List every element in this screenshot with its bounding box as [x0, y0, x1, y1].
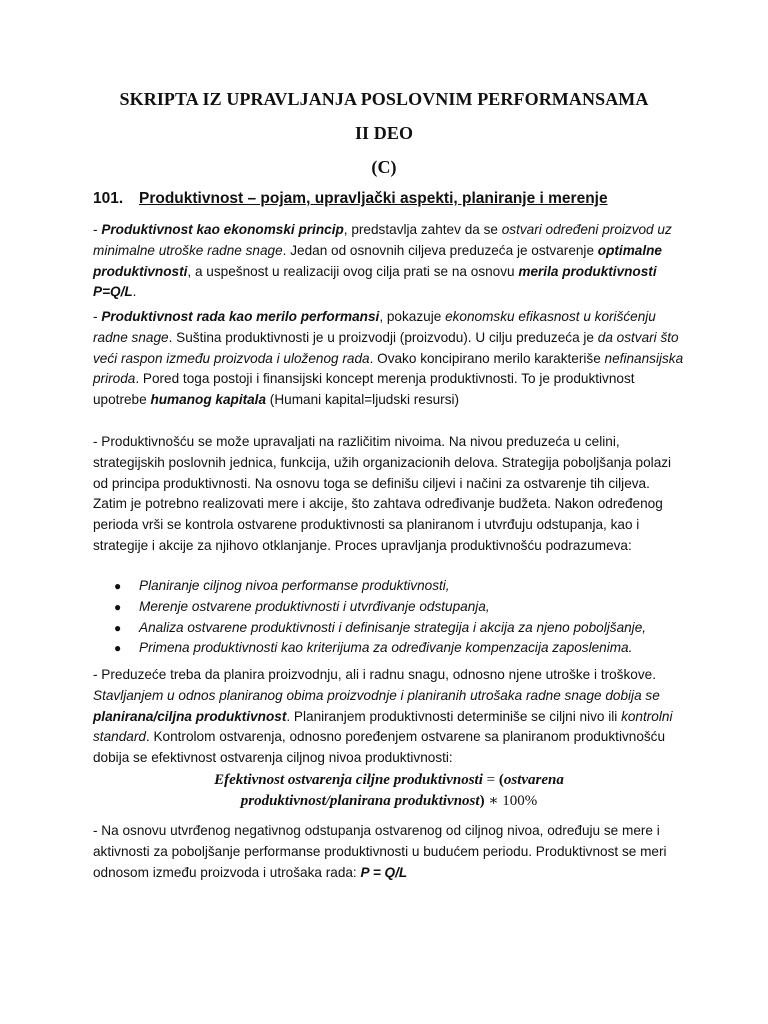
section-number: 101.	[93, 190, 124, 207]
p2-s9: (Humani kapital=ljudski resursi)	[266, 392, 460, 408]
formula-close-paren: )	[479, 793, 485, 809]
formula-rhs-1: ostvarena	[503, 772, 564, 788]
formula-multiplier: ∗ 100%	[484, 793, 538, 809]
bullet-list	[93, 576, 685, 659]
list-item-text: Planiranje ciljnog nivoa performanse produktivnosti,	[139, 578, 450, 593]
p4-s5: kontrolni standard	[93, 708, 673, 745]
p1-s1: , predstavlja zahtev da se	[343, 222, 502, 237]
p2-s6: nefinansijska priroda	[93, 350, 684, 387]
list-item	[93, 618, 685, 639]
p4-s3: planirana/ciljna produktivnost	[93, 708, 287, 724]
p1-dash: -	[93, 222, 102, 237]
p2-s7: . Pored toga postoji i finansijski koncept merenja produktivnosti. To je produktivnost upotrebe	[93, 371, 635, 408]
list-item-text: Analiza ostvarene produktivnosti i definisanje strategija i akcija za njeno poboljšanje,	[139, 619, 647, 635]
bullet-icon: ●	[114, 620, 122, 635]
bullet-icon: ●	[114, 579, 122, 593]
p1-term: Produktivnost kao ekonomski princip	[101, 222, 344, 237]
p4-s1: - Preduzeće treba da planira proizvodnju, ali i radnu snagu, odnosno njene utroške i troškove.	[93, 667, 656, 682]
paragraph-measurement	[93, 821, 685, 883]
p4-s4: . Planiranjem produktivnosti determiniše se ciljni nivo ili	[286, 708, 622, 724]
paragraph-labor-productivity	[93, 307, 685, 411]
document-part-marker: (C)	[371, 157, 397, 177]
p2-s1: , pokazuje	[379, 309, 446, 324]
p2-term: Produktivnost rada kao merilo performansi	[101, 309, 380, 324]
document-subtitle: II DEO	[354, 123, 414, 143]
p2-s2: ekonomsku efikasnost u korišćenju radne snage	[93, 309, 656, 345]
p4-s2: Stavljanjem u odnos planiranog obima proizvodnje i planiranih utrošaka radne snage dobija se	[93, 687, 660, 703]
section-heading-text: Produktivnost – pojam, upravljački aspekti, planiranje i merenje	[139, 190, 608, 207]
p2-s3: . Suština produktivnosti je u proizvodji (proizvodu). U cilju preduzeća je	[168, 329, 598, 345]
list-item	[93, 597, 685, 618]
formula-lhs: Efektivnost ostvarenja ciljne produktivnosti	[214, 772, 483, 788]
effectiveness-formula	[93, 770, 685, 812]
p5-s1: - Na osnovu utvrđenog negativnog odstupanja ostvarenog od ciljnog nivoa, određuju se mere i aktivnosti za poboljšanje performanse produktivnosti u budućem periodu. Produktivnost se meri odnosom između proizvoda i utrošaka rada:	[93, 823, 667, 880]
list-item	[93, 638, 685, 659]
bullet-icon: ●	[114, 641, 122, 656]
p2-s5: . Ovako koncipirano merilo karakteriše	[369, 350, 605, 366]
list-item	[93, 576, 685, 597]
p1-s5: , a uspešnost u realizaciji ovog cilja prati se na osnovu	[187, 263, 519, 279]
section-heading	[93, 190, 713, 208]
process-list	[93, 576, 685, 659]
paragraph-planning	[93, 665, 685, 769]
list-item-text: Merenje ostvarene produktivnosti i utvrđivanje odstupanja,	[139, 598, 490, 614]
paragraph-productivity-principle	[93, 220, 685, 303]
p1-s6: merila produktivnosti P=Q/L	[93, 263, 657, 300]
p1-s7: .	[132, 284, 137, 300]
list-item-text: Primena produktivnosti kao kriterijuma za određivanje kompenzacija zaposlenima.	[139, 640, 633, 656]
p2-s4: da ostvari što veći raspon između proizvoda i uloženog rada	[93, 329, 679, 366]
document-title: SKRIPTA IZ UPRAVLJANJA POSLOVNIM PERFORMANSAMA	[119, 89, 649, 109]
p2-dash: -	[93, 309, 102, 324]
p4-s6: . Kontrolom ostvarenja, odnosno poređenjem ostvarene sa planiranom produktivnošću dobija se efektivnost ostvarenja ciljnog nivoa produktivnosti:	[93, 729, 666, 766]
p1-s2: ostvari određeni proizvod uz minimalne utroške radne snage	[93, 222, 672, 258]
bullet-icon: ●	[114, 599, 122, 614]
p5-formula: P = Q/L	[360, 864, 408, 880]
p1-s4: optimalne produktivnosti	[93, 242, 662, 279]
p1-s3: . Jedan od osnovnih ciljeva preduzeća je ostvarenje	[282, 242, 598, 258]
formula-equals: =	[482, 772, 499, 788]
paragraph-productivity-management: - Produktivnošću se može upravaljati na različitim nivoima. Na nivou preduzeća u celini, strategijskih poslovnih jednica, funkcija, užih organizacionih delova. Strategija poboljšanja polazi od principa produktivnosti. Na osnovu toga se definišu ciljevi i načini za ostvarenje tih ciljeva. Zatim je potrebno realizovati mere i akcije, što zahtava određivanje budžeta. Nakon određenog perioda vrši se kontrola ostvarene produktivnosti sa planiranom i utvrđuju odstupanja, kao i strategije i akcije za njihovo otklanjanje. Proces upravljanja produktivnošću podrazumeva:	[93, 434, 672, 553]
formula-open-paren: (	[498, 772, 504, 788]
formula-rhs-2: produktivnost/planirana produktivnost	[240, 793, 480, 809]
p2-s8: humanog kapitala	[150, 392, 267, 408]
